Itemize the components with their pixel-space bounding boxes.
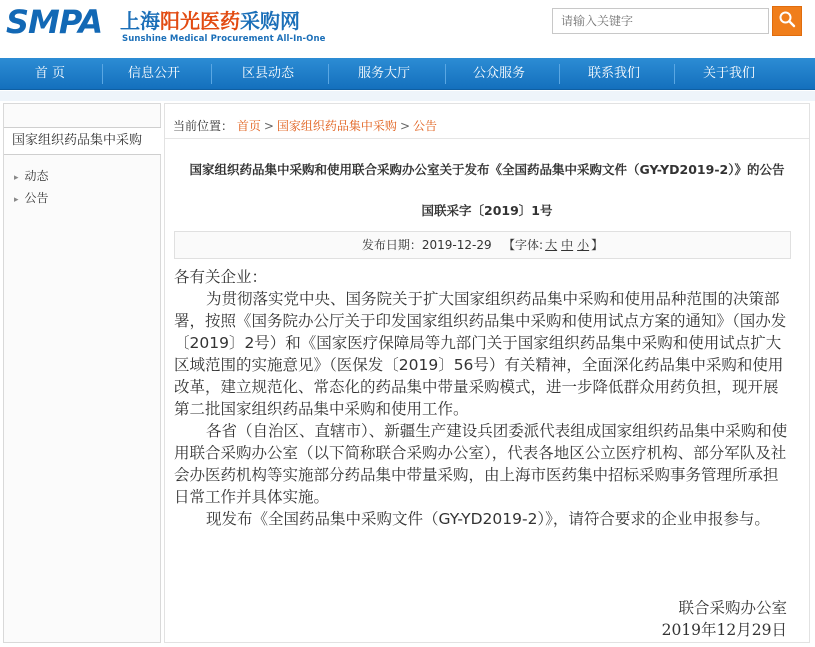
nav-item-info-public[interactable]: 信息公开 xyxy=(127,66,180,81)
logo-cn-part-1: 上海 xyxy=(120,9,160,33)
breadcrumb xyxy=(173,117,437,134)
nav-item-service-hall[interactable]: 服务大厅 xyxy=(357,66,410,81)
sidebar xyxy=(3,103,161,643)
sidebar-item-label: 公告 xyxy=(24,191,49,205)
font-size-small[interactable]: 小 xyxy=(577,238,590,252)
article-paragraph: 各省（自治区、直辖市）、新疆生产建设兵团委派代表组成国家组织药品集中采购和使用联合采购办公室（以下简称联合采购办公室），代表各地区公立医疗机构、部分军队及社会办医药机构等实施部分药品集中带量采购，由上海市医药集中招标采购事务管理所承担日常工作并具体实施。 xyxy=(174,422,788,506)
nav-item-district-news[interactable]: 区县动态 xyxy=(241,66,294,81)
logo-chinese-name xyxy=(120,9,300,33)
nav-gap xyxy=(0,91,815,101)
sidebar-item-news[interactable] xyxy=(14,167,49,184)
article-title: 国家组织药品集中采购和使用联合采购办公室关于发布《全国药品集中采购文件（GY-YD2019-2）》的公告 xyxy=(189,162,785,177)
nav-divider xyxy=(674,64,675,84)
font-size-medium[interactable]: 中 xyxy=(561,238,574,252)
signature: 联合采购办公室 xyxy=(678,599,787,617)
sidebar-title[interactable]: 国家组织药品集中采购 xyxy=(4,127,161,155)
font-size-label: 【字体: xyxy=(503,238,544,252)
publish-date: 2019-12-29 xyxy=(421,238,492,252)
nav-divider xyxy=(211,64,212,84)
nav-divider xyxy=(328,64,329,84)
logo-cn-part-2: 阳光医药 xyxy=(160,9,240,33)
breadcrumb-home[interactable]: 首页 xyxy=(236,119,261,133)
sidebar-item-announcement[interactable] xyxy=(14,189,49,206)
nav-item-home[interactable]: 首 页 xyxy=(34,66,66,81)
sidebar-item-label: 动态 xyxy=(24,169,49,183)
font-size-end: 】 xyxy=(591,238,604,252)
logo-cn-part-3: 采购网 xyxy=(240,9,300,33)
article-paragraph: 为贯彻落实党中央、国务院关于扩大国家组织药品集中采购和使用品种范围的决策部署，按照《国务院办公厅关于印发国家组织药品集中采购和使用试点方案的通知》（国办发〔2019〕2号）和《国家医疗保障局等九部门关于国家组织药品集中采购和使用试点扩大区域范围的实施意见》（医保发〔2019〕56号）有关精神，全面深化药品集中采购和使用改革，建立规范化、常态化的药品集中带量采购模式，进一步降低群众用药负担，现开展第二批国家组织药品集中采购和使用工作。 xyxy=(174,290,787,418)
divider xyxy=(165,138,809,139)
breadcrumb-procurement[interactable]: 国家组织药品集中采购 xyxy=(276,119,397,133)
article-paragraph: 现发布《全国药品集中采购文件（GY-YD2019-2）》，请符合要求的企业申报参与。 xyxy=(206,510,770,528)
document-number: 国联采字〔2019〕1号 xyxy=(421,203,553,218)
nav-divider xyxy=(559,64,560,84)
breadcrumb-separator: > xyxy=(263,119,274,133)
main-nav xyxy=(0,58,815,90)
salutation: 各有关企业： xyxy=(174,268,268,286)
font-size-large[interactable]: 大 xyxy=(545,238,558,252)
article-body xyxy=(174,266,791,530)
search-input[interactable] xyxy=(552,8,769,34)
article-meta-bar xyxy=(174,231,791,259)
nav-item-public-service[interactable]: 公众服务 xyxy=(472,66,525,81)
nav-item-contact-us[interactable]: 联系我们 xyxy=(587,66,640,81)
nav-divider xyxy=(102,64,103,84)
nav-item-about-us[interactable]: 关于我们 xyxy=(702,66,755,81)
bullet-arrow-icon: ▸ xyxy=(14,195,19,205)
bullet-arrow-icon: ▸ xyxy=(14,173,19,183)
nav-divider xyxy=(445,64,446,84)
logo-english-name: Sunshine Medical Procurement All-In-One xyxy=(122,34,326,44)
search-button[interactable] xyxy=(772,6,802,36)
breadcrumb-separator: > xyxy=(399,119,410,133)
breadcrumb-announcement[interactable]: 公告 xyxy=(413,119,438,133)
main-content xyxy=(164,103,810,643)
publish-date-label: 发布日期： xyxy=(361,238,422,252)
signature-date: 2019年12月29日 xyxy=(661,621,787,639)
breadcrumb-prefix: 当前位置： xyxy=(173,119,234,133)
logo-mark: SMPA xyxy=(6,3,103,41)
search-icon xyxy=(778,10,796,32)
signature-block xyxy=(662,597,787,641)
site-header xyxy=(0,0,815,58)
